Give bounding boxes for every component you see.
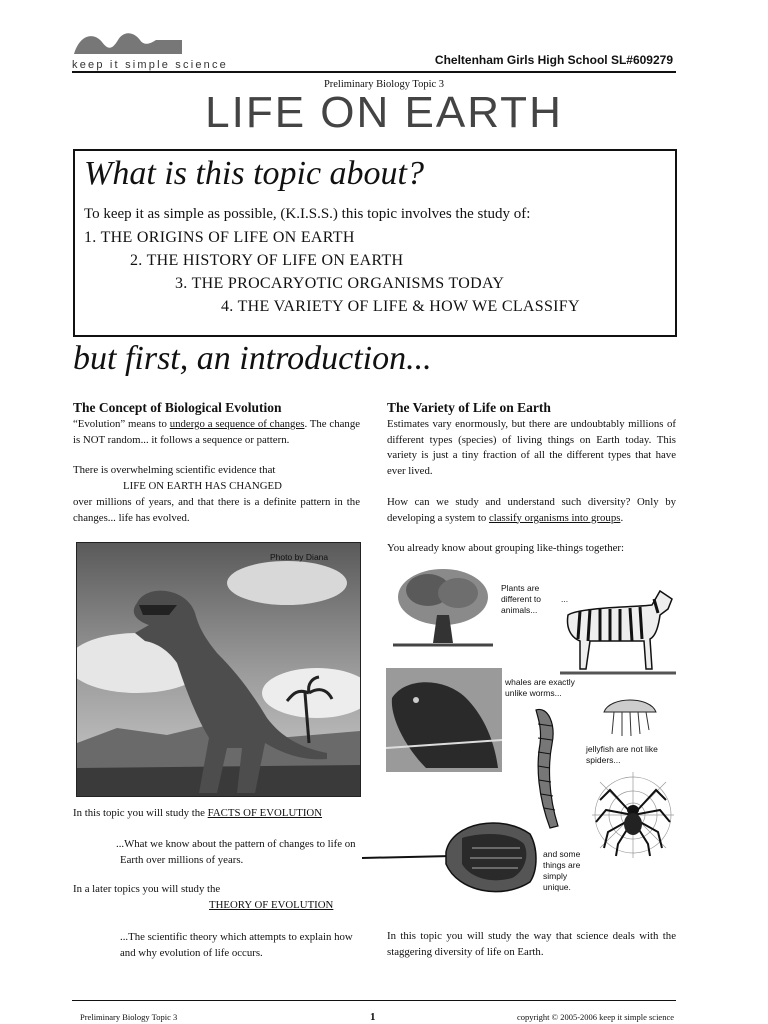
page-title: LIFE ON EARTH xyxy=(205,88,563,137)
topic-box-intro: To keep it as simple as possible, (K.I.S.S.) this topic involves the study of: xyxy=(84,206,531,222)
evolution-paragraph-2a: There is overwhelming scientific evidence that xyxy=(73,464,276,476)
intro-heading: but first, an introduction... xyxy=(73,340,432,377)
evolution-emphasis: LIFE ON EARTH HAS CHANGED xyxy=(123,480,282,492)
footer-rule xyxy=(72,1000,676,1001)
topic-item-3: 3. THE PROCARYOTIC ORGANISMS TODAY xyxy=(175,275,505,292)
kiss-logo-icon xyxy=(72,28,184,58)
whale-illustration xyxy=(386,668,502,772)
school-label: Cheltenham Girls High School SL#609279 xyxy=(434,53,673,67)
header-rule xyxy=(72,71,676,73)
caption-whales: whales are exactly unlike worms... xyxy=(505,677,575,698)
tree-illustration xyxy=(393,565,493,650)
zebra-illustration xyxy=(560,585,676,677)
footer-copyright: copyright © 2005-2006 keep it simple science xyxy=(516,1012,674,1022)
photo-credit: Photo by Diana xyxy=(270,552,329,562)
caption-ellipsis: ... xyxy=(561,594,569,604)
study-theory-emphasis: THEORY OF EVOLUTION xyxy=(209,899,334,911)
variety-paragraph-4: In this topic you will study the way that science deals with the staggering diversity of life on Earth. xyxy=(387,930,676,958)
spider-illustration xyxy=(590,770,676,860)
caption-jellyfish: jellyfish are not like spiders... xyxy=(586,744,658,765)
logo-text: keep it simple science xyxy=(72,59,229,71)
variety-paragraph-1: Estimates vary enormously, but there are undoubtably millions of different types (species) of living things on Earth today. This variety is just a tiny fraction of all the different types that have ever lived. xyxy=(387,418,676,477)
topic-subtitle: Preliminary Biology Topic 3 xyxy=(323,79,445,90)
caption-unique: and some things are simply unique. xyxy=(543,849,581,892)
study-theory-line: In a later topics you will study the xyxy=(73,883,221,895)
horseshoe-crab-illustration xyxy=(362,808,538,904)
topic-item-2: 2. THE HISTORY OF LIFE ON EARTH xyxy=(130,252,404,269)
topic-box-heading: What is this topic about? xyxy=(84,155,424,192)
variety-paragraph-3: You already know about grouping like-things together: xyxy=(387,542,624,554)
study-facts-desc: ...What we know about the pattern of changes to life on Earth over millions of years. xyxy=(116,838,356,866)
variety-title: The Variety of Life on Earth xyxy=(387,400,551,415)
topic-item-4: 4. THE VARIETY OF LIFE & HOW WE CLASSIFY xyxy=(221,298,580,315)
evolution-title: The Concept of Biological Evolution xyxy=(73,400,282,415)
footer-topic: Preliminary Biology Topic 3 xyxy=(80,1012,178,1022)
variety-paragraph-2: How can we study and understand such diversity? Only by developing a system to classify organisms into groups. xyxy=(387,496,676,524)
dinosaur-photo xyxy=(76,542,361,797)
study-facts-line: In this topic you will study the FACTS OF EVOLUTION xyxy=(73,807,323,819)
topic-item-1: 1. THE ORIGINS OF LIFE ON EARTH xyxy=(84,229,355,246)
jellyfish-illustration xyxy=(600,694,660,738)
evolution-paragraph-2b: over millions of years, and that there is a definite pattern in the changes... life has evolved. xyxy=(73,496,360,524)
evolution-paragraph-1: “Evolution” means to undergo a sequence of changes. The change is NOT random... it follows a sequence or pattern. xyxy=(73,418,361,446)
page-number: 1 xyxy=(370,1011,376,1023)
study-theory-desc: ...The scientific theory which attempts to explain how and why evolution of life occurs. xyxy=(120,931,353,959)
caption-plants: Plants are different to animals... xyxy=(501,583,542,615)
